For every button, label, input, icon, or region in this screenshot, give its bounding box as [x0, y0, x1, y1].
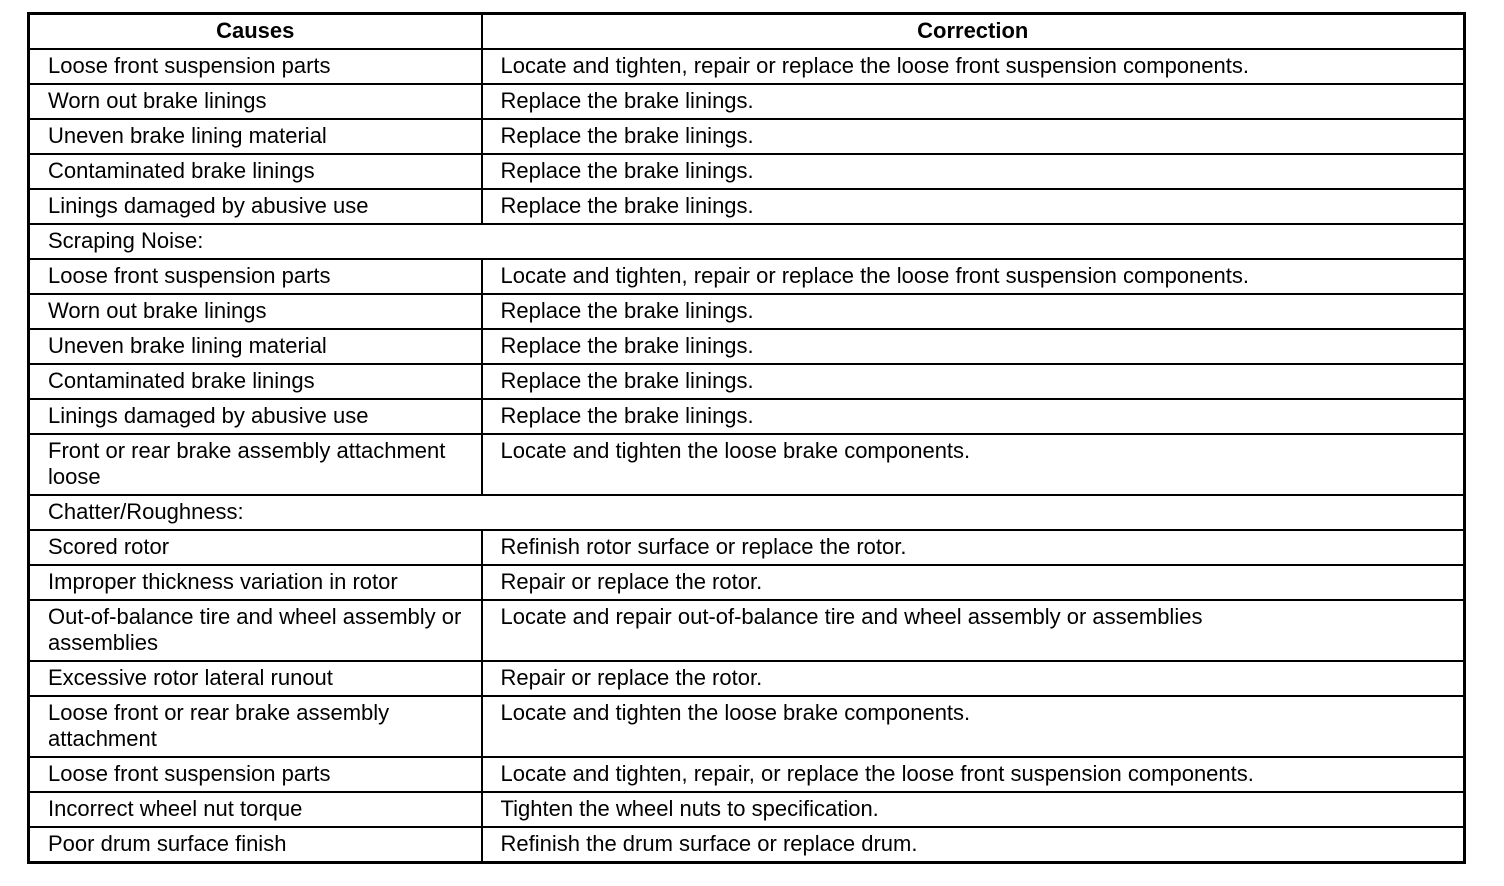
correction-cell: Locate and tighten, repair or replace the loose front suspension components. [482, 49, 1465, 84]
cause-cell: Front or rear brake assembly attachment loose [29, 434, 482, 495]
diagnosis-table [27, 12, 1466, 864]
table-row [29, 329, 1465, 364]
cause-cell: Uneven brake lining material [29, 329, 482, 364]
table-row [29, 364, 1465, 399]
correction-cell: Refinish the drum surface or replace drum. [482, 827, 1465, 863]
correction-cell: Replace the brake linings. [482, 364, 1465, 399]
correction-cell: Replace the brake linings. [482, 84, 1465, 119]
correction-cell: Replace the brake linings. [482, 294, 1465, 329]
header-row [29, 14, 1465, 50]
correction-cell: Locate and tighten the loose brake components. [482, 434, 1465, 495]
cause-cell: Loose front suspension parts [29, 259, 482, 294]
table-row [29, 259, 1465, 294]
table-body [29, 49, 1465, 863]
cause-cell: Linings damaged by abusive use [29, 399, 482, 434]
correction-cell: Replace the brake linings. [482, 399, 1465, 434]
correction-cell: Locate and tighten, repair, or replace the loose front suspension components. [482, 757, 1465, 792]
section-row [29, 224, 1465, 259]
section-row [29, 495, 1465, 530]
cause-cell: Loose front or rear brake assembly attachment [29, 696, 482, 757]
table-row [29, 189, 1465, 224]
table-row [29, 434, 1465, 495]
table-row [29, 119, 1465, 154]
correction-cell: Locate and repair out-of-balance tire and wheel assembly or assemblies [482, 600, 1465, 661]
table-row [29, 294, 1465, 329]
correction-cell: Replace the brake linings. [482, 189, 1465, 224]
cause-cell: Worn out brake linings [29, 84, 482, 119]
cause-cell: Contaminated brake linings [29, 154, 482, 189]
cause-cell: Excessive rotor lateral runout [29, 661, 482, 696]
table-row [29, 827, 1465, 863]
cause-cell: Worn out brake linings [29, 294, 482, 329]
correction-header: Correction [482, 14, 1465, 50]
cause-cell: Incorrect wheel nut torque [29, 792, 482, 827]
cause-cell: Loose front suspension parts [29, 49, 482, 84]
table-row [29, 792, 1465, 827]
correction-cell: Locate and tighten, repair or replace the loose front suspension components. [482, 259, 1465, 294]
correction-cell: Replace the brake linings. [482, 154, 1465, 189]
table-row [29, 565, 1465, 600]
cause-cell: Scored rotor [29, 530, 482, 565]
table-row [29, 696, 1465, 757]
cause-cell: Improper thickness variation in rotor [29, 565, 482, 600]
correction-cell: Locate and tighten the loose brake components. [482, 696, 1465, 757]
correction-cell: Repair or replace the rotor. [482, 661, 1465, 696]
table-row [29, 661, 1465, 696]
table-row [29, 530, 1465, 565]
cause-cell: Poor drum surface finish [29, 827, 482, 863]
cause-cell: Loose front suspension parts [29, 757, 482, 792]
table-row [29, 49, 1465, 84]
table-row [29, 154, 1465, 189]
cause-cell: Uneven brake lining material [29, 119, 482, 154]
table-row [29, 399, 1465, 434]
table-row [29, 84, 1465, 119]
section-label: Chatter/Roughness: [29, 495, 1465, 530]
table-row [29, 600, 1465, 661]
correction-cell: Tighten the wheel nuts to specification. [482, 792, 1465, 827]
causes-header: Causes [29, 14, 482, 50]
cause-cell: Linings damaged by abusive use [29, 189, 482, 224]
table-row [29, 757, 1465, 792]
section-label: Scraping Noise: [29, 224, 1465, 259]
correction-cell: Replace the brake linings. [482, 329, 1465, 364]
cause-cell: Out-of-balance tire and wheel assembly or assemblies [29, 600, 482, 661]
correction-cell: Repair or replace the rotor. [482, 565, 1465, 600]
correction-cell: Replace the brake linings. [482, 119, 1465, 154]
cause-cell: Contaminated brake linings [29, 364, 482, 399]
correction-cell: Refinish rotor surface or replace the rotor. [482, 530, 1465, 565]
